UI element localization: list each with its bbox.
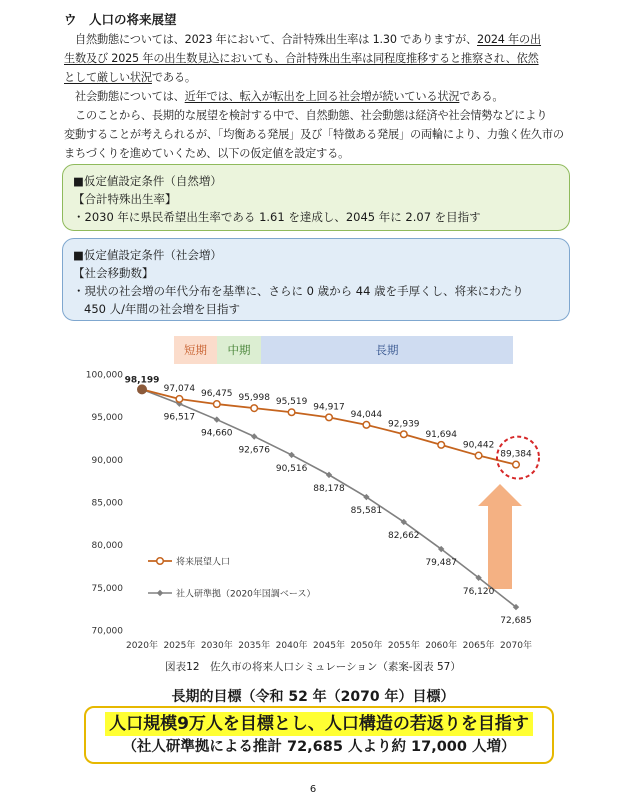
para1-underline-b: 2024 年の出 [477,33,542,46]
point-future [326,414,333,421]
natural-box-title: ■仮定値設定条件（自然増） [73,174,222,188]
point-baseline [214,416,220,422]
y-tick-label: 80,000 [91,541,123,552]
legend-label-future: 将来展望人口 [176,557,231,568]
x-tick-label: 2035年 [238,641,271,651]
y-tick-label: 95,000 [91,413,123,424]
para3-line3: まちづくりを進めていくため、以下の仮定値を設定する。 [64,147,350,160]
x-tick-label: 2025年 [163,641,196,651]
line-future-outlook [142,389,516,464]
legend-marker-baseline [157,590,163,596]
goal-sub-text: （社人研準拠による推計 72,685 人より約 17,000 人増） [122,739,516,755]
data-label-baseline: 88,178 [313,483,345,494]
data-label-future: 94,044 [350,409,383,420]
social-increase-box [62,238,570,321]
para1-underline-d: として厳しい状況 [64,71,152,84]
point-baseline [288,452,294,458]
point-future [176,396,183,403]
data-label-future: 95,998 [238,393,270,404]
para2-text-c: である。 [459,90,504,103]
paragraph-conclusion [64,106,586,163]
y-tick-label: 90,000 [91,455,123,466]
para1-underline-c: 生数及び 2025 年の出生数見込においても、合計特殊出生率は同程度推移すると推察され、依然 [64,52,539,65]
point-future [475,452,482,459]
data-label-baseline: 85,581 [350,506,383,517]
phase-mid: 中期 [217,336,261,364]
point-future [363,422,370,429]
point-start [137,384,147,394]
social-box-title: ■仮定値設定条件（社会増） [73,248,222,262]
x-tick-label: 2045年 [313,641,345,651]
x-tick-label: 2055年 [387,641,420,651]
up-arrow-icon [478,484,522,589]
para3-line1: このことから、長期的な展望を検討する中で、自然動態、社会動態は経済や社会情勢などにより [75,109,548,122]
population-chart [60,364,540,656]
data-label-future: 97,074 [163,383,196,394]
point-future [251,405,258,412]
line-baseline-projection [142,389,516,607]
social-box-line1: ・現状の社会増の年代分布を基準に、さらに 0 歳から 44 歳を手厚くし、将来にわたり [73,284,524,298]
point-future [401,431,408,438]
data-label-future: 92,939 [388,419,420,430]
point-baseline [251,433,257,439]
natural-box-line1: ・2030 年に県民希望出生率である 1.61 を達成し、2045 年に 2.07 を目指す [73,210,481,224]
y-tick-label: 100,000 [85,370,123,381]
x-tick-label: 2060年 [425,641,458,651]
goal-main-text: 人口規模9万人を目標とし、人口構造の若返りを目指す [105,712,533,736]
y-tick-label: 70,000 [91,626,123,637]
para2-text-a: 社会動態については、 [75,90,185,103]
data-label-start: 98,199 [124,375,160,386]
x-tick-label: 2070年 [500,641,532,651]
data-label-future: 89,384 [500,449,532,460]
y-tick-label: 75,000 [91,583,123,594]
point-future [288,409,295,416]
x-tick-label: 2030年 [200,641,233,651]
data-label-baseline: 96,517 [163,412,196,423]
goal-title: 長期的目標（令和 52 年（2070 年）目標） [171,689,455,705]
data-label-future: 91,694 [425,429,457,440]
paragraph-social [64,87,586,106]
point-future [214,401,221,408]
goal-box [84,706,554,764]
para3-line2: 変動することが考えられるが、「均衡ある発展」及び「特徴ある発展」の両輪により、力強く佐久市の [64,128,564,141]
data-label-baseline: 90,516 [275,463,308,474]
x-tick-label: 2065年 [462,641,495,651]
data-label-baseline: 79,487 [425,558,457,569]
natural-increase-box [62,164,570,231]
data-label-future: 90,442 [462,440,495,451]
data-label-baseline: 82,662 [388,530,420,541]
data-label-future: 96,475 [201,389,233,400]
data-label-baseline: 94,660 [201,428,233,439]
phase-short: 短期 [174,336,217,364]
social-box-line2: 450 人/年間の社会増を目指す [84,302,240,316]
y-tick-label: 85,000 [91,498,123,509]
x-tick-label: 2020年 [126,641,158,651]
x-tick-label: 2050年 [350,641,383,651]
legend-label-baseline: 社人研準拠（2020年国調ベース） [176,589,316,600]
page-number: 6 [309,784,317,795]
data-label-baseline: 76,120 [462,586,495,597]
para1-text-e: である。 [151,71,196,84]
legend-marker-future [157,558,164,565]
figure-caption: 図表12 佐久市の将来人口シミュレーション（素案-図表 57） [165,661,461,673]
para2-underline-b: 近年では、転入が転出を上回る社会増が続いている状況 [184,90,460,103]
paragraph-natural [64,30,586,87]
social-box-subtitle: 【社会移動数】 [73,266,154,280]
para1-text-a: 自然動態については、2023 年において、合計特殊出生率は 1.30 でありますが、 [75,33,478,46]
data-label-future: 94,917 [313,402,345,413]
natural-box-subtitle: 【合計特殊出生率】 [73,192,177,206]
data-label-baseline: 72,685 [500,616,532,627]
phase-long: 長期 [261,336,513,364]
x-tick-label: 2040年 [275,641,308,651]
data-label-baseline: 92,676 [238,445,270,456]
section-title: ウ 人口の将来展望 [64,12,177,27]
data-label-future: 95,519 [275,397,308,408]
point-future [438,442,445,449]
point-future [513,461,520,468]
